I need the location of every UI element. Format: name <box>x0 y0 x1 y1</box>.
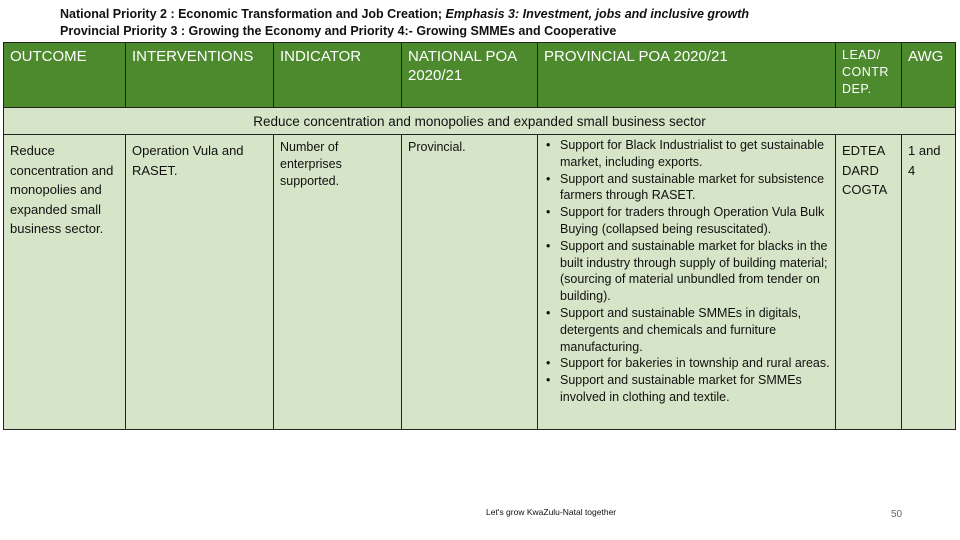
header-line-1 <box>60 6 749 23</box>
col-header-lead: LEAD/ CONTR DEP. <box>836 43 902 108</box>
list-item: • Support and sustainable SMMEs in digitals, detergents and chemicals and furniture manufacturing. <box>542 305 831 355</box>
col-header-provincial-poa: PROVINCIAL POA 2020/21 <box>538 43 836 108</box>
col-header-awg: AWG <box>902 43 956 108</box>
list-item: • Support for bakeries in township and rural areas. <box>542 355 831 372</box>
poa-table <box>3 42 956 430</box>
header-line-1-emphasis: Emphasis 3: Investment, jobs and inclusive growth <box>445 7 750 21</box>
cell-lead: EDTEA DARD COGTA <box>836 135 902 430</box>
cell-interventions: Operation Vula and RASET. <box>126 135 274 430</box>
list-item: • Support and sustainable market for blacks in the built industry through supply of building material; (sourcing of material unbundled from tender on building). <box>542 238 831 305</box>
list-item: • Support for Black Industrialist to get sustainable market, including exports. <box>542 137 831 171</box>
header-line-1-priority: National Priority 2 : Economic Transformation and Job Creation; <box>60 7 446 21</box>
list-item: • Support and sustainable market for SMMEs involved in clothing and textile. <box>542 372 831 406</box>
section-band: Reduce concentration and monopolies and expanded small business sector <box>4 108 956 135</box>
page-number: 50 <box>891 509 903 520</box>
cell-indicator: Number of enterprises supported. <box>274 135 402 430</box>
col-header-national-poa: NATIONAL POA 2020/21 <box>402 43 538 108</box>
cell-provincial-poa <box>538 135 836 430</box>
header-line-2: Provincial Priority 3 : Growing the Economy and Priority 4:- Growing SMMEs and Cooperative <box>60 24 617 38</box>
list-item: • Support for traders through Operation Vula Bulk Buying (collapsed being resuscitated). <box>542 204 831 238</box>
table-header-row <box>4 43 956 108</box>
page-header <box>60 6 749 40</box>
section-band-row <box>4 108 956 135</box>
table-row <box>4 135 956 430</box>
cell-national-poa: Provincial. <box>402 135 538 430</box>
col-header-interventions: INTERVENTIONS <box>126 43 274 108</box>
col-header-indicator: INDICATOR <box>274 43 402 108</box>
col-header-outcome: OUTCOME <box>4 43 126 108</box>
cell-outcome: Reduce concentration and monopolies and expanded small business sector. <box>4 135 126 430</box>
list-item: • Support and sustainable market for subsistence farmers through RASET. <box>542 171 831 205</box>
provincial-poa-list <box>542 137 831 406</box>
cell-awg: 1 and 4 <box>902 135 956 430</box>
footer-tagline: Let's grow KwaZulu-Natal together <box>486 507 617 517</box>
